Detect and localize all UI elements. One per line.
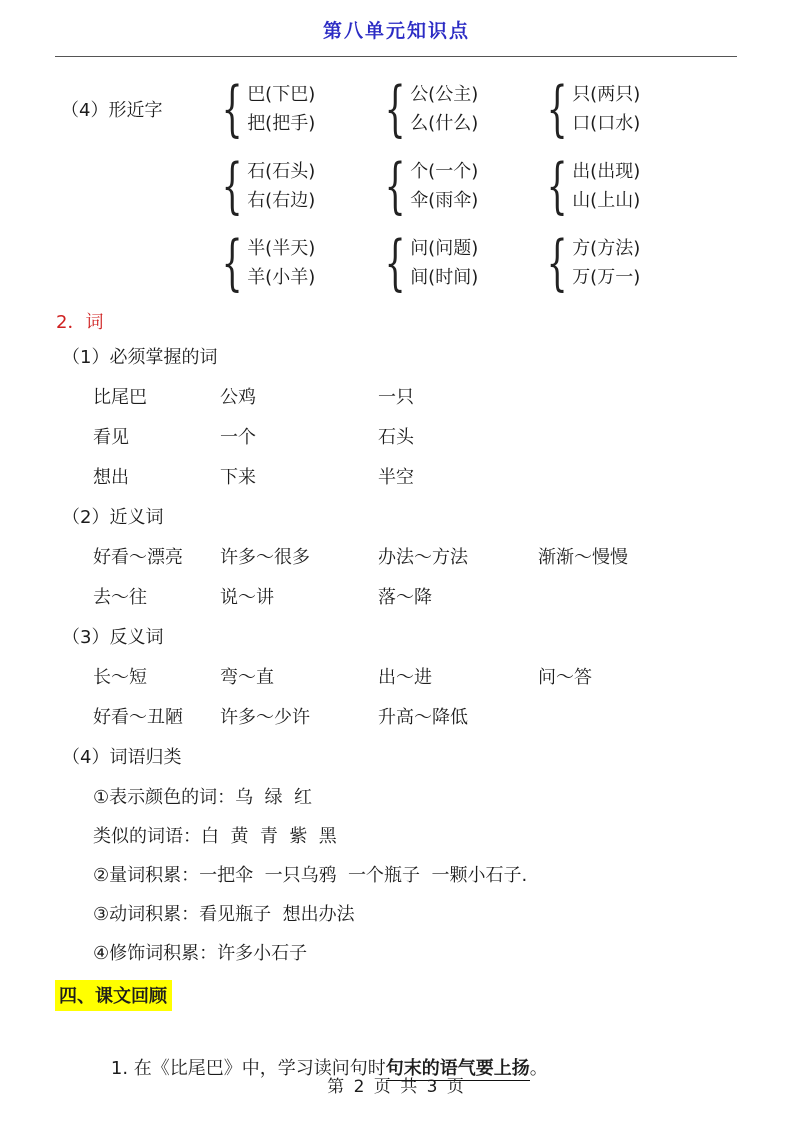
mastered-words-row: [93, 378, 793, 418]
word-pair: 落～降: [378, 587, 432, 608]
pair-group: [213, 151, 376, 221]
word-pair: 许多～少许: [220, 707, 310, 728]
mastered-words-label: （1）必须掌握的词: [62, 347, 218, 368]
pair-bottom: 山(上山): [572, 190, 641, 211]
left-brace-icon: {: [546, 74, 568, 144]
section-xingjinzi: [0, 74, 793, 298]
left-brace-icon: {: [384, 74, 406, 144]
classify-line-colors: ①表示颜色的词：乌 绿 红: [93, 787, 313, 808]
antonyms-row: [93, 698, 793, 738]
word-item: 一个: [220, 427, 256, 448]
xingjinzi-row-1: [61, 74, 793, 144]
pair-top: 公(公主): [410, 84, 479, 105]
pair-top: 出(出现): [572, 161, 641, 182]
pair-bottom: 把(把手): [247, 113, 316, 134]
left-brace-icon: {: [221, 228, 243, 298]
word-item: 看见: [93, 427, 129, 448]
left-brace-icon: {: [384, 228, 406, 298]
left-brace-icon: {: [221, 74, 243, 144]
word-item: 比尾巴: [93, 387, 147, 408]
pair-top: 个(一个): [410, 161, 479, 182]
pair-group: [213, 74, 376, 144]
pair-bottom: 间(时间): [410, 267, 479, 288]
pair-top: 半(半天): [247, 238, 316, 259]
left-brace-icon: {: [384, 151, 406, 221]
word-pair: 出～进: [378, 667, 432, 688]
xingjinzi-label: （4）形近字: [61, 100, 163, 121]
classify-label: （4）词语归类: [62, 747, 182, 768]
word-item: 公鸡: [220, 387, 256, 408]
word-pair: 渐渐～慢慢: [538, 547, 628, 568]
antonyms-row: [93, 658, 793, 698]
mastered-words-row: [93, 418, 793, 458]
section-ci-heading: 2．词: [56, 312, 104, 333]
left-brace-icon: {: [546, 151, 568, 221]
word-pair: 长～短: [93, 667, 147, 688]
pair-bottom: 伞(雨伞): [410, 190, 479, 211]
pair-group: [376, 151, 538, 221]
pair-group: [376, 228, 538, 298]
synonyms-row: [93, 538, 793, 578]
word-pair: 好看～丑陋: [93, 707, 183, 728]
pair-top: 巴(下巴): [247, 84, 316, 105]
word-pair: 好看～漂亮: [93, 547, 183, 568]
left-brace-icon: {: [546, 228, 568, 298]
pair-top: 只(两只): [572, 84, 641, 105]
review-item-1: [88, 1027, 793, 1111]
page-title: 第八单元知识点: [322, 20, 470, 42]
page-number: 第 2 页 共 3 页: [327, 1077, 466, 1097]
pair-bottom: 口(口水): [572, 113, 641, 134]
header-divider: [55, 56, 737, 57]
word-pair: 许多～很多: [220, 547, 310, 568]
word-pair: 去～往: [93, 587, 147, 608]
word-item: 半空: [378, 467, 414, 488]
xingjinzi-row-2: [213, 151, 793, 221]
synonyms-row: [93, 578, 793, 618]
review-section-heading: 四、课文回顾: [55, 980, 172, 1011]
classify-line-modifiers: ④修饰词积累：许多小石子: [93, 943, 308, 964]
word-pair: 问～答: [538, 667, 592, 688]
mastered-words-row: [93, 458, 793, 498]
word-pair: 说～讲: [220, 587, 274, 608]
word-pair: 升高～降低: [378, 707, 468, 728]
pair-bottom: 万(万一): [572, 267, 641, 288]
review-item-emphasis: 句末的语气要上扬: [385, 1058, 530, 1079]
review-item-suffix: 。: [529, 1058, 548, 1079]
word-item: 下来: [220, 467, 256, 488]
classify-line-similar: 类似的词语：白 黄 青 紫 黑: [93, 826, 337, 847]
pair-bottom: 右(右边): [247, 190, 316, 211]
word-pair: 办法～方法: [378, 547, 468, 568]
xingjinzi-row-3: [213, 228, 793, 298]
pair-group: [376, 74, 538, 144]
word-item: 一只: [378, 387, 414, 408]
pair-top: 方(方法): [572, 238, 641, 259]
word-pair: 弯～直: [220, 667, 274, 688]
antonyms-label: （3）反义词: [62, 627, 164, 648]
pair-group: [538, 74, 793, 144]
pair-bottom: 羊(小羊): [247, 267, 316, 288]
word-item: 石头: [378, 427, 414, 448]
review-item-prefix: 1. 在《比尾巴》中，学习读问句时: [110, 1058, 386, 1079]
pair-group: [213, 228, 376, 298]
word-item: 想出: [93, 467, 129, 488]
classify-line-measure-words: ②量词积累：一把伞 一只乌鸦 一个瓶子 一颗小石子.: [93, 865, 528, 886]
pair-group: [538, 151, 793, 221]
pair-top: 石(石头): [247, 161, 316, 182]
synonyms-label: （2）近义词: [62, 507, 164, 528]
left-brace-icon: {: [221, 151, 243, 221]
pair-bottom: 么(什么): [410, 113, 479, 134]
pair-group: [538, 228, 793, 298]
pair-top: 问(问题): [410, 238, 479, 259]
classify-line-verbs: ③动词积累：看见瓶子 想出办法: [93, 904, 355, 925]
